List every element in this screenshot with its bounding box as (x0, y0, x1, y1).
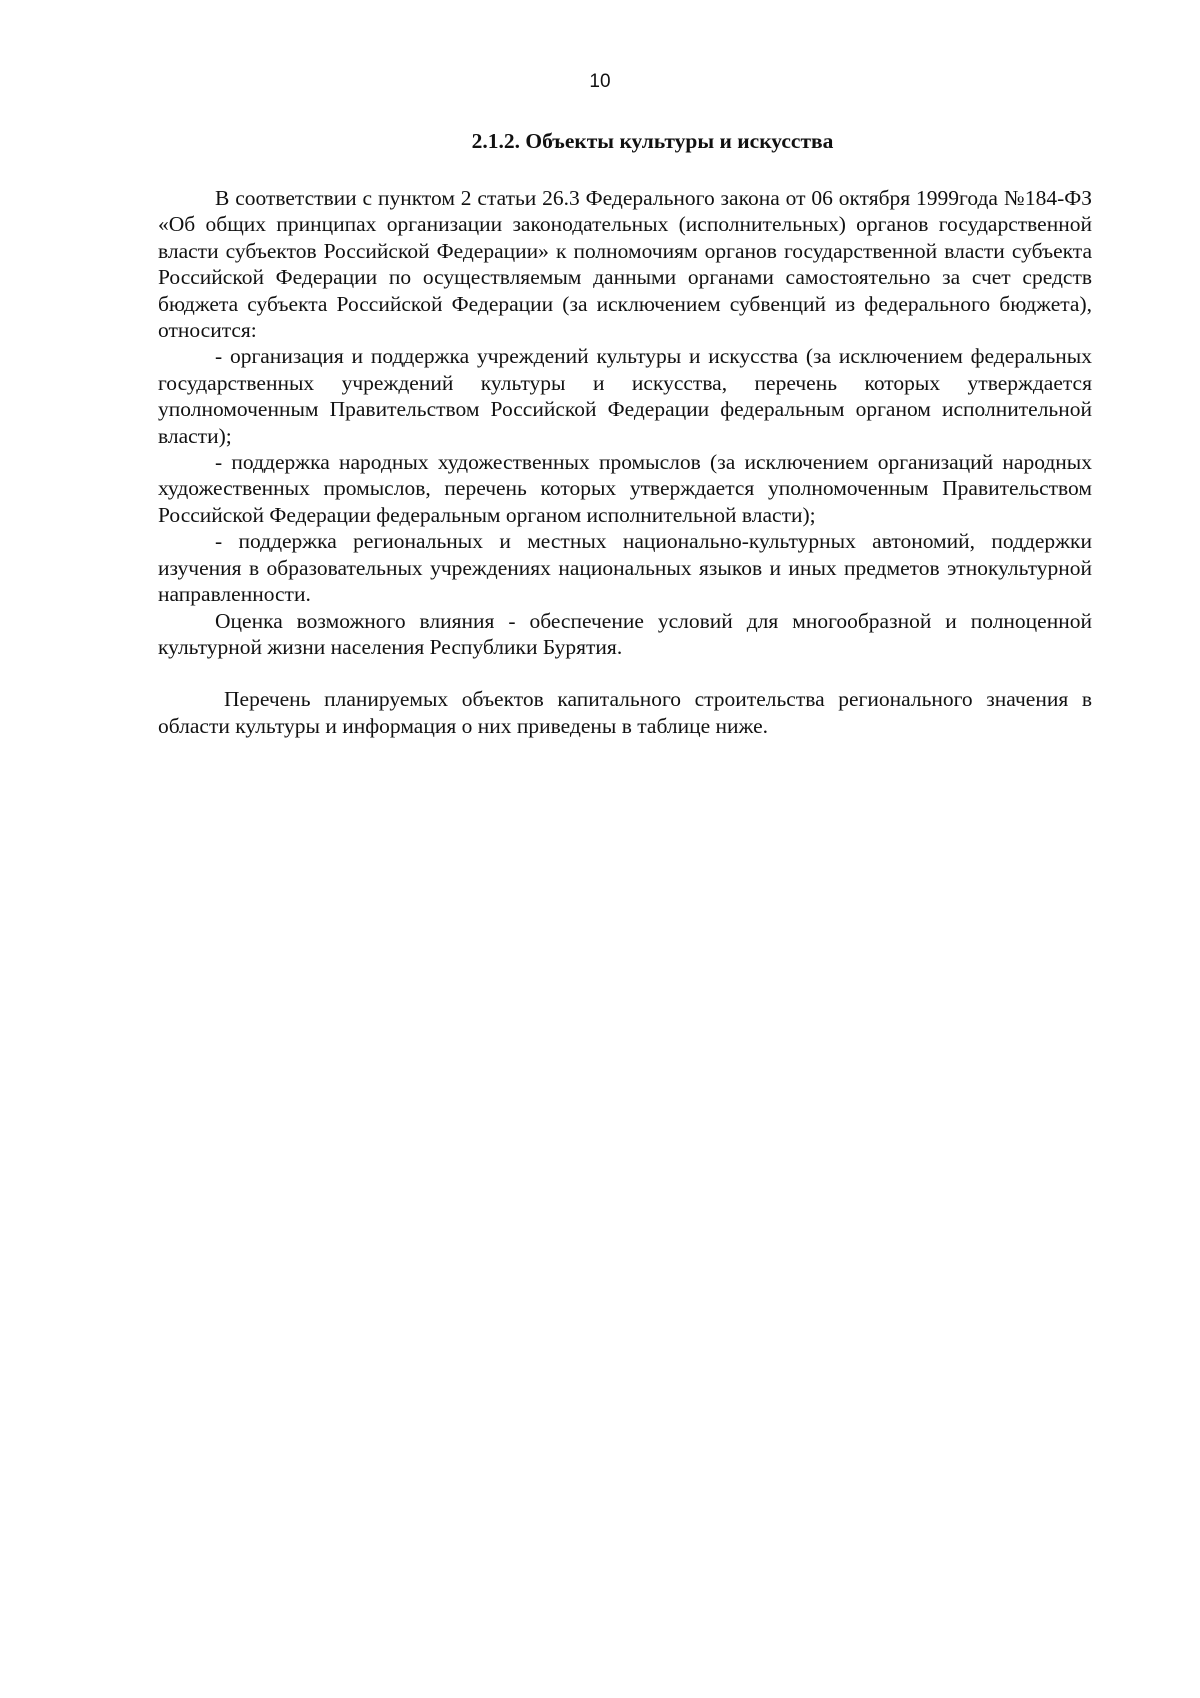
paragraph-planned-objects: Перечень планируемых объектов капитального строительства регионального значения в области культуры и информация о них приведены в таблице ниже. (158, 687, 1092, 738)
page-number: 10 (589, 71, 611, 92)
paragraph-national-autonomies: - поддержка региональных и местных национально-культурных автономий, поддержки изучения в образовательных учреждениях национальных языков и иных предметов этнокультурной направленности. (158, 529, 1092, 607)
paragraph-impact-assessment: Оценка возможного влияния - обеспечение условий для многообразной и полноценной культурной жизни населения Республики Бурятия. (158, 608, 1092, 659)
section-title: 2.1.2. Объекты культуры и искусства (471, 129, 834, 153)
document-body (158, 185, 1092, 739)
paragraph-folk-crafts: - поддержка народных художественных промыслов (за исключением организаций народных художественных промыслов, перечень которых утверждается уполномоченным Правительством Российской Федерации федеральным органом исполнительной власти); (158, 450, 1092, 527)
paragraph-culture-institutions: - организация и поддержка учреждений культуры и искусства (за исключением федеральных государственных учреждений культуры и искусства, перечень которых утверждается уполномоченным Правительством Российской Федерации федеральным органом исполнительной власти); (158, 344, 1092, 448)
paragraph-legal-basis: В соответствии с пунктом 2 статьи 26.3 Федерального закона от 06 октября 1999года №184-ФЗ «Об общих принципах организации законодательных (исполнительных) органов государственной власти субъектов Российской Федерации» к полномочиям органов государственной власти субъекта Российской Федерации по осуществляемым данными органами самостоятельно за счет средств бюджета субъекта Российской Федерации (за исключением субвенций из федерального бюджета), относится: (158, 186, 1092, 343)
